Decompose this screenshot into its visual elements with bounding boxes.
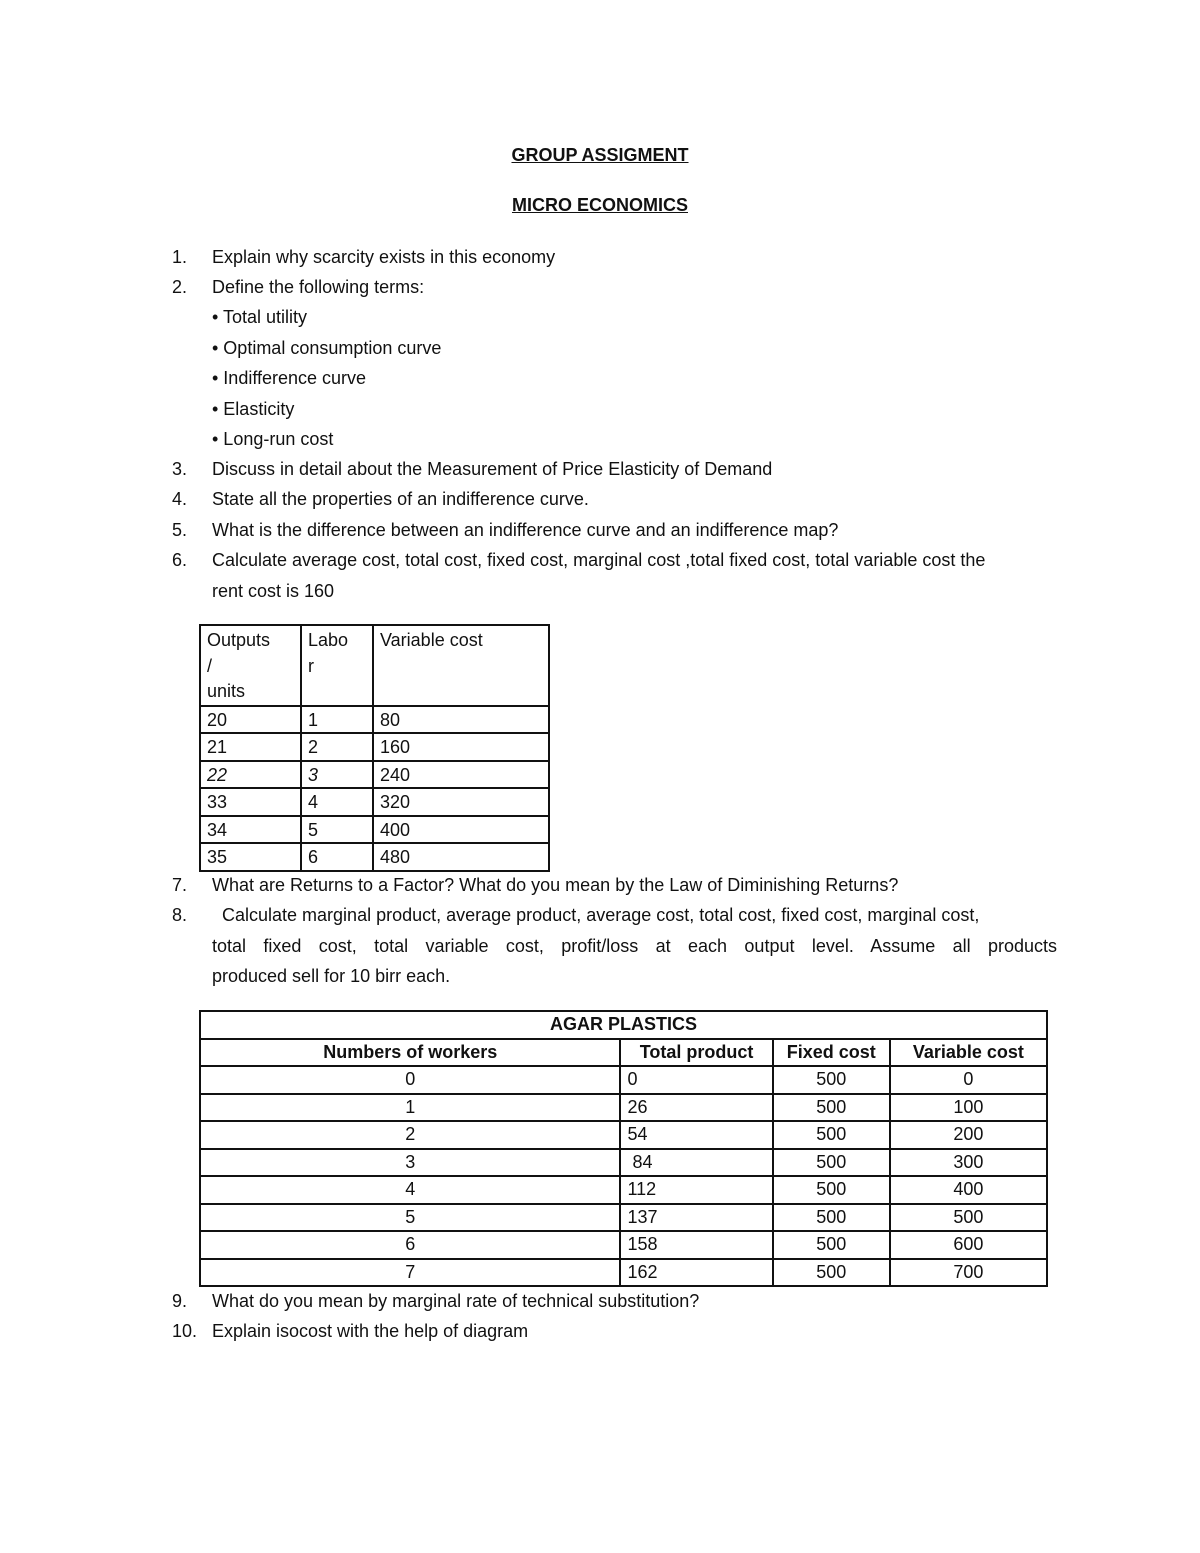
cell-variable-cost: 400: [373, 816, 549, 844]
question-8-text: [212, 900, 1057, 992]
question-number: 2.: [172, 277, 188, 297]
table-row: [200, 1204, 1047, 1232]
question-number: 10.: [172, 1321, 198, 1341]
cell-variable-cost: 0: [890, 1066, 1047, 1094]
cell-labor: 5: [301, 816, 373, 844]
cell-variable-cost: 600: [890, 1231, 1047, 1259]
table-row: [200, 816, 549, 844]
cell-variable-cost: 300: [890, 1149, 1047, 1177]
cell-variable-cost: 480: [373, 843, 549, 871]
cell-workers: 5: [200, 1204, 620, 1232]
term-item: • Elasticity: [212, 399, 295, 419]
cell-labor: 1: [301, 706, 373, 734]
cell-output: 21: [200, 733, 301, 761]
question-number: 8.: [172, 905, 188, 925]
cell-workers: 3: [200, 1149, 620, 1177]
cell-workers: 7: [200, 1259, 620, 1287]
question-text: Explain isocost with the help of diagram: [212, 1321, 529, 1341]
cell-variable-cost: 700: [890, 1259, 1047, 1287]
cell-fixed-cost: 500: [773, 1259, 890, 1287]
header-total-product: Total product: [620, 1039, 772, 1067]
table-row: [200, 788, 549, 816]
table-row: [200, 761, 549, 789]
table-row: [200, 1066, 1047, 1094]
question-text: Define the following terms:: [212, 277, 425, 297]
question-text: Discuss in detail about the Measurement of Price Elasticity of Demand: [212, 459, 773, 479]
question-number: 5.: [172, 520, 188, 540]
question-text-line: produced sell for 10 birr each.: [212, 966, 451, 986]
table-header-row: [200, 1039, 1047, 1067]
table-caption-row: [200, 1011, 1047, 1039]
table-row: [200, 1149, 1047, 1177]
header-fixed-cost: Fixed cost: [773, 1039, 890, 1067]
term-item: • Optimal consumption curve: [212, 338, 442, 358]
question-text-line: total fixed cost, total variable cost, profit/loss at each output level. Assume all products: [212, 935, 1057, 956]
question-text-line: Calculate marginal product, average product, average cost, total cost, fixed cost, marginal cost,: [212, 905, 980, 925]
cell-fixed-cost: 500: [773, 1231, 890, 1259]
table-caption: AGAR PLASTICS: [200, 1011, 1047, 1039]
question-number: 3.: [172, 459, 188, 479]
term-item: • Long-run cost: [212, 429, 334, 449]
cell-fixed-cost: 500: [773, 1066, 890, 1094]
header-text: r: [308, 655, 314, 676]
header-workers: Numbers of workers: [200, 1039, 620, 1067]
cell-fixed-cost: 500: [773, 1149, 890, 1177]
header-text: Labo: [308, 630, 349, 650]
cell-labor: 2: [301, 733, 373, 761]
question-6-text: [212, 545, 1057, 606]
cell-output: 22: [200, 761, 301, 789]
cell-output: 34: [200, 816, 301, 844]
agar-plastics-table: [199, 1010, 1048, 1287]
variable-cost-table: [199, 624, 550, 872]
table-row: [200, 1259, 1047, 1287]
table-row: [200, 1121, 1047, 1149]
term-item: • Total utility: [212, 307, 308, 327]
table-row: [200, 1176, 1047, 1204]
cell-variable-cost: 240: [373, 761, 549, 789]
cell-total-product: 162: [620, 1259, 772, 1287]
cell-total-product: 0: [620, 1066, 772, 1094]
cell-output: 35: [200, 843, 301, 871]
cell-output: 33: [200, 788, 301, 816]
cell-variable-cost: 500: [890, 1204, 1047, 1232]
table-row: [200, 1094, 1047, 1122]
cell-variable-cost: 100: [890, 1094, 1047, 1122]
question-number: 1.: [172, 247, 188, 267]
table-row: [200, 1231, 1047, 1259]
question-text-line: Calculate average cost, total cost, fixed cost, marginal cost ,total fixed cost, total variable cost the: [212, 550, 986, 570]
cell-variable-cost: 320: [373, 788, 549, 816]
question-text: State all the properties of an indifference curve.: [212, 489, 589, 509]
cell-variable-cost: 200: [890, 1121, 1047, 1149]
question-text: What do you mean by marginal rate of technical substitution?: [212, 1291, 700, 1311]
cell-total-product: 137: [620, 1204, 772, 1232]
cell-variable-cost: 80: [373, 706, 549, 734]
document-title: GROUP ASSIGMENT: [511, 145, 689, 165]
cell-workers: 1: [200, 1094, 620, 1122]
document-subtitle: MICRO ECONOMICS: [511, 195, 688, 215]
cell-workers: 0: [200, 1066, 620, 1094]
cell-variable-cost: 400: [890, 1176, 1047, 1204]
table-row: [200, 706, 549, 734]
cell-total-product: 112: [620, 1176, 772, 1204]
cell-workers: 4: [200, 1176, 620, 1204]
cell-total-product: 54: [620, 1121, 772, 1149]
header-text: Outputs: [207, 630, 271, 650]
question-text: Explain why scarcity exists in this economy: [212, 247, 556, 267]
cell-workers: 2: [200, 1121, 620, 1149]
term-item: • Indifference curve: [212, 368, 367, 388]
header-variable-cost: Variable cost: [373, 625, 549, 706]
cell-variable-cost: 160: [373, 733, 549, 761]
cell-fixed-cost: 500: [773, 1204, 890, 1232]
header-text: units: [207, 681, 246, 701]
cell-total-product: 84: [620, 1149, 772, 1177]
cell-workers: 6: [200, 1231, 620, 1259]
header-labor: [301, 625, 373, 706]
header-text: /: [207, 655, 213, 676]
header-outputs: [200, 625, 301, 706]
table-row: [200, 733, 549, 761]
cell-total-product: 26: [620, 1094, 772, 1122]
header-variable-cost: Variable cost: [890, 1039, 1047, 1067]
question-text: What are Returns to a Factor? What do you mean by the Law of Diminishing Returns?: [212, 875, 899, 895]
question-number: 7.: [172, 875, 188, 895]
question-text: What is the difference between an indifference curve and an indifference map?: [212, 520, 839, 540]
table-header-row: [200, 625, 549, 706]
cell-fixed-cost: 500: [773, 1121, 890, 1149]
cell-labor: 3: [301, 761, 373, 789]
question-number: 9.: [172, 1291, 188, 1311]
cell-fixed-cost: 500: [773, 1094, 890, 1122]
question-number: 4.: [172, 489, 188, 509]
cell-labor: 6: [301, 843, 373, 871]
cell-labor: 4: [301, 788, 373, 816]
cell-total-product: 158: [620, 1231, 772, 1259]
cell-fixed-cost: 500: [773, 1176, 890, 1204]
cell-output: 20: [200, 706, 301, 734]
question-number: 6.: [172, 550, 188, 570]
table-row: [200, 843, 549, 871]
question-text-line: rent cost is 160: [212, 580, 335, 601]
